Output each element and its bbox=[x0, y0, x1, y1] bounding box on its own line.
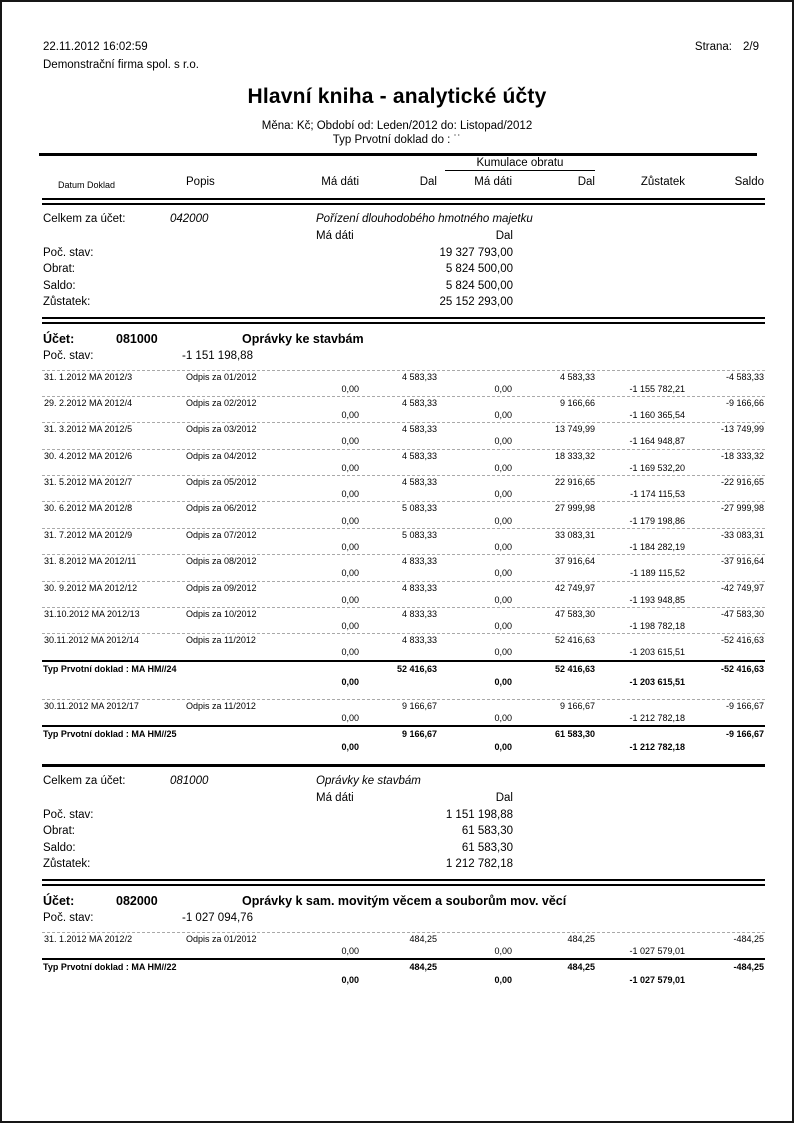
account-name: Pořízení dlouhodobého hmotného majetku bbox=[316, 213, 533, 225]
subtotal-line-2 bbox=[42, 677, 765, 690]
entry-line-2 bbox=[42, 463, 765, 475]
entry-zustatek: -1 212 782,18 bbox=[629, 712, 685, 723]
entry-line-1 bbox=[42, 701, 765, 713]
entry-kumulace-dal: 27 999,98 bbox=[554, 503, 595, 514]
entry-line-1 bbox=[42, 530, 765, 542]
entry-ma-dati: 0,00 bbox=[341, 541, 359, 552]
total-row-value: 25 152 293,00 bbox=[439, 296, 513, 308]
total-row-value: 61 583,30 bbox=[461, 841, 513, 854]
entry-saldo: -27 999,98 bbox=[720, 503, 764, 514]
account-heading bbox=[42, 894, 765, 912]
account-name: Oprávky k sam. movitým věcem a souborům mov. věcí bbox=[242, 893, 567, 908]
account-total-label: Celkem za účet: bbox=[43, 213, 126, 225]
subtitle-doc-filter: Typ Prvotní doklad do : ˙˙ bbox=[332, 134, 462, 146]
total-row-label: Obrat: bbox=[43, 825, 75, 837]
account-name: Oprávky ke stavbám bbox=[316, 775, 421, 787]
entry-kumulace-dal: 18 333,32 bbox=[554, 450, 595, 461]
entry-saldo: -47 583,30 bbox=[720, 608, 764, 619]
total-row-value: 5 824 500,00 bbox=[445, 279, 513, 292]
entry-saldo: -484,25 bbox=[733, 933, 764, 944]
entry-zustatek: -1 160 365,54 bbox=[629, 410, 685, 421]
entry-kumulace-dal: 22 916,65 bbox=[554, 477, 595, 487]
double-rule bbox=[42, 198, 765, 205]
entry-date-doc: 30. 4.2012 MA 2012/6 bbox=[44, 450, 133, 461]
entry-line-1 bbox=[42, 503, 765, 515]
account-total-header bbox=[42, 213, 765, 230]
subtotal-line-2 bbox=[42, 975, 765, 988]
entry-kumulace-dal: 484,25 bbox=[567, 933, 595, 944]
entry-zustatek: -1 198 782,18 bbox=[629, 621, 685, 632]
entry-ma-dati: 0,00 bbox=[341, 568, 359, 579]
subtotal-label: Typ Prvotní doklad : MA HM//24 bbox=[43, 663, 177, 674]
entry-ma-dati: 0,00 bbox=[341, 515, 359, 526]
entry-description: Odpis za 11/2012 bbox=[186, 700, 256, 711]
subtitle-currency-period: Měna: Kč; Období od: Leden/2012 do: Listopad/2012 bbox=[261, 120, 533, 132]
page-label: Strana: bbox=[694, 41, 732, 53]
entry-saldo: -9 166,66 bbox=[725, 397, 764, 408]
col-header-kum-dal: Dal bbox=[577, 176, 595, 188]
doc-type-subtotal bbox=[42, 725, 765, 764]
entry-ma-dati: 0,00 bbox=[341, 945, 359, 956]
entry-zustatek: -1 169 532,20 bbox=[629, 462, 685, 473]
entry-zustatek: -1 189 115,52 bbox=[630, 568, 685, 579]
entry-dal: 4 833,33 bbox=[401, 635, 437, 646]
entry-line-2 bbox=[42, 489, 765, 501]
entry-zustatek: -1 203 615,51 bbox=[629, 647, 685, 658]
entry-kumulace-dal: 42 749,97 bbox=[554, 582, 595, 593]
total-row bbox=[42, 842, 765, 859]
opening-balance-row bbox=[42, 350, 765, 370]
entry-dal: 9 166,67 bbox=[401, 700, 437, 711]
ledger-entry bbox=[42, 528, 765, 554]
double-rule bbox=[42, 317, 765, 324]
entry-line-2 bbox=[42, 542, 765, 554]
account-number: 082000 bbox=[116, 893, 158, 908]
entry-line-2 bbox=[42, 516, 765, 528]
entry-kumulace-dal: 4 583,33 bbox=[559, 371, 595, 382]
entry-dal: 4 583,33 bbox=[401, 477, 437, 487]
entry-dal: 5 083,33 bbox=[401, 529, 437, 540]
entry-zustatek: -1 027 579,01 bbox=[629, 945, 685, 956]
entry-dal: 4 833,33 bbox=[401, 608, 437, 619]
subtotal-dal: 9 166,67 bbox=[401, 729, 437, 739]
entry-description: Odpis za 10/2012 bbox=[186, 608, 257, 619]
subtotal-dal: 52 416,63 bbox=[396, 663, 437, 674]
entry-description: Odpis za 07/2012 bbox=[186, 529, 257, 540]
entry-line-1 bbox=[42, 583, 765, 595]
subtotal-line-1 bbox=[42, 664, 765, 677]
entry-ma-dati: 0,00 bbox=[341, 436, 359, 447]
ledger-entry bbox=[42, 475, 765, 501]
entry-description: Odpis za 11/2012 bbox=[186, 635, 256, 646]
entry-line-1 bbox=[42, 934, 765, 946]
entry-saldo: -52 416,63 bbox=[720, 635, 764, 646]
total-row bbox=[42, 280, 765, 297]
entry-line-2 bbox=[42, 621, 765, 633]
debit-credit-subheader bbox=[42, 792, 765, 809]
entry-zustatek: -1 164 948,87 bbox=[629, 436, 685, 447]
entry-ma-dati: 0,00 bbox=[341, 647, 359, 658]
opening-balance-label: Poč. stav: bbox=[43, 911, 94, 924]
total-row-value: 5 824 500,00 bbox=[445, 263, 513, 275]
page-indicator bbox=[2, 41, 759, 53]
entry-kumulace-ma-dati: 0,00 bbox=[494, 621, 512, 632]
dal-label: Dal bbox=[495, 792, 513, 804]
entry-saldo: -42 749,97 bbox=[720, 582, 764, 593]
entry-line-1 bbox=[42, 451, 765, 463]
entry-date-doc: 30.11.2012 MA 2012/14 bbox=[44, 635, 139, 646]
header-top-rule bbox=[39, 153, 757, 156]
entry-saldo: -37 916,64 bbox=[720, 556, 764, 567]
subtotal-line-2 bbox=[42, 742, 765, 755]
total-row-label: Poč. stav: bbox=[43, 246, 94, 259]
opening-balance-value: -1 027 094,76 bbox=[182, 911, 253, 924]
entry-kumulace-ma-dati: 0,00 bbox=[494, 410, 512, 421]
entry-kumulace-dal: 13 749,99 bbox=[554, 424, 595, 435]
entry-description: Odpis za 04/2012 bbox=[186, 450, 257, 461]
account-name: Oprávky ke stavbám bbox=[242, 331, 364, 346]
account-detail-section bbox=[42, 324, 765, 765]
total-row-value: 19 327 793,00 bbox=[439, 246, 513, 259]
entry-date-doc: 31. 1.2012 MA 2012/2 bbox=[44, 933, 133, 944]
entry-line-1 bbox=[42, 556, 765, 568]
total-row bbox=[42, 296, 765, 313]
entry-description: Odpis za 06/2012 bbox=[186, 503, 257, 514]
dal-label: Dal bbox=[495, 230, 513, 242]
entry-line-2 bbox=[42, 384, 765, 396]
printed-timestamp: 22.11.2012 16:02:59 bbox=[43, 41, 148, 53]
entry-kumulace-ma-dati: 0,00 bbox=[494, 541, 512, 552]
account-heading-label: Účet: bbox=[43, 893, 75, 908]
subtotal-kumulace-dal: 52 416,63 bbox=[554, 663, 595, 674]
subtotal-zustatek: -1 212 782,18 bbox=[629, 742, 685, 752]
entry-line-1 bbox=[42, 477, 765, 489]
entry-dal: 484,25 bbox=[409, 933, 437, 944]
entry-kumulace-ma-dati: 0,00 bbox=[494, 515, 512, 526]
entry-date-doc: 31. 8.2012 MA 2012/11 bbox=[44, 556, 137, 567]
entry-line-1 bbox=[42, 372, 765, 384]
entry-dal: 4 583,33 bbox=[401, 450, 437, 461]
col-header-kum-ma-dati: Má dáti bbox=[474, 176, 512, 188]
entry-date-doc: 31. 7.2012 MA 2012/9 bbox=[44, 529, 133, 540]
total-row-label: Obrat: bbox=[43, 263, 75, 275]
total-row-label: Saldo: bbox=[43, 841, 76, 854]
entry-saldo: -9 166,67 bbox=[725, 700, 764, 711]
account-total-section bbox=[42, 767, 765, 879]
ledger-entry bbox=[42, 449, 765, 475]
entry-dal: 4 833,33 bbox=[401, 556, 437, 567]
ma-dati-label: Má dáti bbox=[316, 792, 354, 804]
ledger-entry bbox=[42, 699, 765, 725]
entry-kumulace-ma-dati: 0,00 bbox=[494, 489, 512, 500]
entry-kumulace-dal: 9 166,66 bbox=[559, 397, 595, 408]
entry-dal: 4 583,33 bbox=[401, 371, 437, 382]
subtotal-kumulace-dal: 61 583,30 bbox=[554, 729, 595, 739]
entry-kumulace-ma-dati: 0,00 bbox=[494, 436, 512, 447]
entry-dal: 5 083,33 bbox=[401, 503, 437, 514]
entry-kumulace-dal: 52 416,63 bbox=[554, 635, 595, 646]
col-header-ma-dati: Má dáti bbox=[321, 176, 359, 188]
entry-kumulace-dal: 47 583,30 bbox=[554, 608, 595, 619]
entry-ma-dati: 0,00 bbox=[341, 489, 359, 500]
entry-kumulace-dal: 33 083,31 bbox=[554, 529, 595, 540]
entry-date-doc: 30. 9.2012 MA 2012/12 bbox=[44, 582, 138, 593]
subtotal-kumulace-ma-dati: 0,00 bbox=[494, 742, 512, 752]
entry-kumulace-ma-dati: 0,00 bbox=[494, 945, 512, 956]
ma-dati-label: Má dáti bbox=[316, 230, 354, 242]
subtotal-line-1 bbox=[42, 729, 765, 742]
opening-balance-row bbox=[42, 912, 765, 932]
entry-saldo: -4 583,33 bbox=[725, 371, 764, 382]
subtotal-line-1 bbox=[42, 962, 765, 975]
col-header-datum-doklad: Datum Doklad bbox=[58, 180, 116, 190]
opening-balance-label: Poč. stav: bbox=[43, 349, 94, 362]
entry-date-doc: 31.10.2012 MA 2012/13 bbox=[44, 608, 140, 619]
subtotal-label: Typ Prvotní doklad : MA HM//25 bbox=[43, 729, 177, 739]
col-header-popis: Popis bbox=[186, 176, 215, 188]
subtotal-zustatek: -1 027 579,01 bbox=[629, 974, 685, 985]
account-total-section bbox=[42, 205, 765, 317]
total-row bbox=[42, 247, 765, 264]
entry-ma-dati: 0,00 bbox=[341, 621, 359, 632]
entry-line-1 bbox=[42, 635, 765, 647]
entry-description: Odpis za 05/2012 bbox=[186, 477, 257, 487]
entry-line-2 bbox=[42, 568, 765, 580]
total-row-label: Poč. stav: bbox=[43, 808, 94, 821]
col-header-dal: Dal bbox=[419, 176, 437, 188]
total-row bbox=[42, 858, 765, 875]
account-number: 081000 bbox=[170, 775, 209, 787]
entry-description: Odpis za 08/2012 bbox=[186, 556, 257, 567]
entry-saldo: -33 083,31 bbox=[720, 529, 764, 540]
entry-line-1 bbox=[42, 424, 765, 436]
entry-kumulace-dal: 37 916,64 bbox=[554, 556, 595, 567]
doc-type-subtotal bbox=[42, 660, 765, 699]
entry-kumulace-ma-dati: 0,00 bbox=[494, 647, 512, 658]
debit-credit-subheader bbox=[42, 230, 765, 247]
entry-line-1 bbox=[42, 609, 765, 621]
subtotal-saldo: -9 166,67 bbox=[725, 729, 764, 739]
account-heading-label: Účet: bbox=[43, 331, 75, 346]
subtotal-kumulace-ma-dati: 0,00 bbox=[494, 676, 512, 687]
column-header-row bbox=[2, 176, 794, 194]
subtotal-ma-dati: 0,00 bbox=[341, 742, 359, 752]
ledger-entry bbox=[42, 633, 765, 659]
entry-dal: 4 583,33 bbox=[401, 397, 437, 408]
opening-balance-value: -1 151 198,88 bbox=[182, 349, 253, 362]
col-header-saldo: Saldo bbox=[734, 176, 764, 188]
account-heading bbox=[42, 332, 765, 350]
total-row-value: 1 151 198,88 bbox=[445, 808, 513, 821]
total-row bbox=[42, 263, 765, 280]
report-body bbox=[42, 198, 765, 997]
subtotal-dal: 484,25 bbox=[409, 961, 437, 972]
subtotal-ma-dati: 0,00 bbox=[341, 974, 359, 985]
entry-zustatek: -1 193 948,85 bbox=[629, 594, 685, 605]
entry-date-doc: 30. 6.2012 MA 2012/8 bbox=[44, 503, 133, 514]
ledger-entry bbox=[42, 607, 765, 633]
entry-date-doc: 31. 3.2012 MA 2012/5 bbox=[44, 424, 133, 435]
entry-date-doc: 30.11.2012 MA 2012/17 bbox=[44, 700, 139, 711]
entry-description: Odpis za 02/2012 bbox=[186, 397, 257, 408]
entry-description: Odpis za 01/2012 bbox=[186, 371, 257, 382]
total-row-label: Zůstatek: bbox=[43, 296, 91, 308]
total-row-value: 1 212 782,18 bbox=[445, 858, 513, 870]
entry-line-2 bbox=[42, 410, 765, 422]
ledger-entry bbox=[42, 396, 765, 422]
subtotal-ma-dati: 0,00 bbox=[341, 676, 359, 687]
entry-ma-dati: 0,00 bbox=[341, 383, 359, 394]
subtotal-label: Typ Prvotní doklad : MA HM//22 bbox=[43, 961, 177, 972]
entry-ma-dati: 0,00 bbox=[341, 594, 359, 605]
account-total-header bbox=[42, 775, 765, 792]
ledger-entry bbox=[42, 932, 765, 958]
account-detail-section bbox=[42, 886, 765, 997]
entry-zustatek: -1 155 782,21 bbox=[629, 383, 685, 394]
ledger-entry bbox=[42, 422, 765, 448]
entry-description: Odpis za 03/2012 bbox=[186, 424, 257, 435]
subtotal-zustatek: -1 203 615,51 bbox=[629, 676, 685, 687]
entry-dal: 4 583,33 bbox=[401, 424, 437, 435]
ledger-entry bbox=[42, 554, 765, 580]
entry-date-doc: 29. 2.2012 MA 2012/4 bbox=[44, 397, 133, 408]
entry-line-2 bbox=[42, 595, 765, 607]
entry-kumulace-ma-dati: 0,00 bbox=[494, 594, 512, 605]
entry-saldo: -18 333,32 bbox=[720, 450, 764, 461]
entry-line-2 bbox=[42, 647, 765, 659]
report-title: Hlavní kniha - analytické účty bbox=[247, 85, 547, 108]
entry-zustatek: -1 179 198,86 bbox=[629, 515, 685, 526]
entry-line-2 bbox=[42, 946, 765, 958]
col-header-zustatek: Zůstatek bbox=[640, 176, 685, 188]
entry-zustatek: -1 174 115,53 bbox=[630, 489, 685, 500]
ledger-entry bbox=[42, 370, 765, 396]
total-row-label: Zůstatek: bbox=[43, 858, 91, 870]
total-row bbox=[42, 809, 765, 826]
ledger-entry bbox=[42, 501, 765, 527]
total-row-label: Saldo: bbox=[43, 279, 76, 292]
entry-kumulace-ma-dati: 0,00 bbox=[494, 462, 512, 473]
account-total-label: Celkem za účet: bbox=[43, 775, 126, 787]
entry-kumulace-ma-dati: 0,00 bbox=[494, 383, 512, 394]
account-number: 081000 bbox=[116, 331, 158, 346]
subtotal-kumulace-dal: 484,25 bbox=[567, 961, 595, 972]
entry-kumulace-dal: 9 166,67 bbox=[559, 700, 595, 711]
page-number: 2/9 bbox=[743, 41, 759, 53]
double-rule bbox=[42, 879, 765, 886]
ledger-entry bbox=[42, 581, 765, 607]
entry-ma-dati: 0,00 bbox=[341, 712, 359, 723]
subtotal-kumulace-ma-dati: 0,00 bbox=[494, 974, 512, 985]
company-name: Demonstrační firma spol. s r.o. bbox=[43, 59, 199, 71]
entry-zustatek: -1 184 282,19 bbox=[629, 541, 685, 552]
subtotal-saldo: -484,25 bbox=[733, 961, 764, 972]
entry-ma-dati: 0,00 bbox=[341, 462, 359, 473]
entry-date-doc: 31. 1.2012 MA 2012/3 bbox=[44, 371, 133, 382]
entry-dal: 4 833,33 bbox=[401, 582, 437, 593]
entry-line-1 bbox=[42, 398, 765, 410]
account-number: 042000 bbox=[170, 213, 209, 225]
doc-type-subtotal bbox=[42, 958, 765, 997]
subtotal-saldo: -52 416,63 bbox=[720, 663, 764, 674]
total-row bbox=[42, 825, 765, 842]
entry-date-doc: 31. 5.2012 MA 2012/7 bbox=[44, 477, 133, 487]
entry-description: Odpis za 09/2012 bbox=[186, 582, 257, 593]
entry-description: Odpis za 01/2012 bbox=[186, 933, 257, 944]
entry-line-2 bbox=[42, 713, 765, 725]
total-row-value: 61 583,30 bbox=[461, 825, 513, 837]
entry-ma-dati: 0,00 bbox=[341, 410, 359, 421]
kumulace-obratu-header: Kumulace obratu bbox=[445, 157, 595, 171]
entry-saldo: -13 749,99 bbox=[720, 424, 764, 435]
entry-line-2 bbox=[42, 436, 765, 448]
entry-kumulace-ma-dati: 0,00 bbox=[494, 568, 512, 579]
entry-saldo: -22 916,65 bbox=[720, 477, 764, 487]
entry-kumulace-ma-dati: 0,00 bbox=[494, 712, 512, 723]
